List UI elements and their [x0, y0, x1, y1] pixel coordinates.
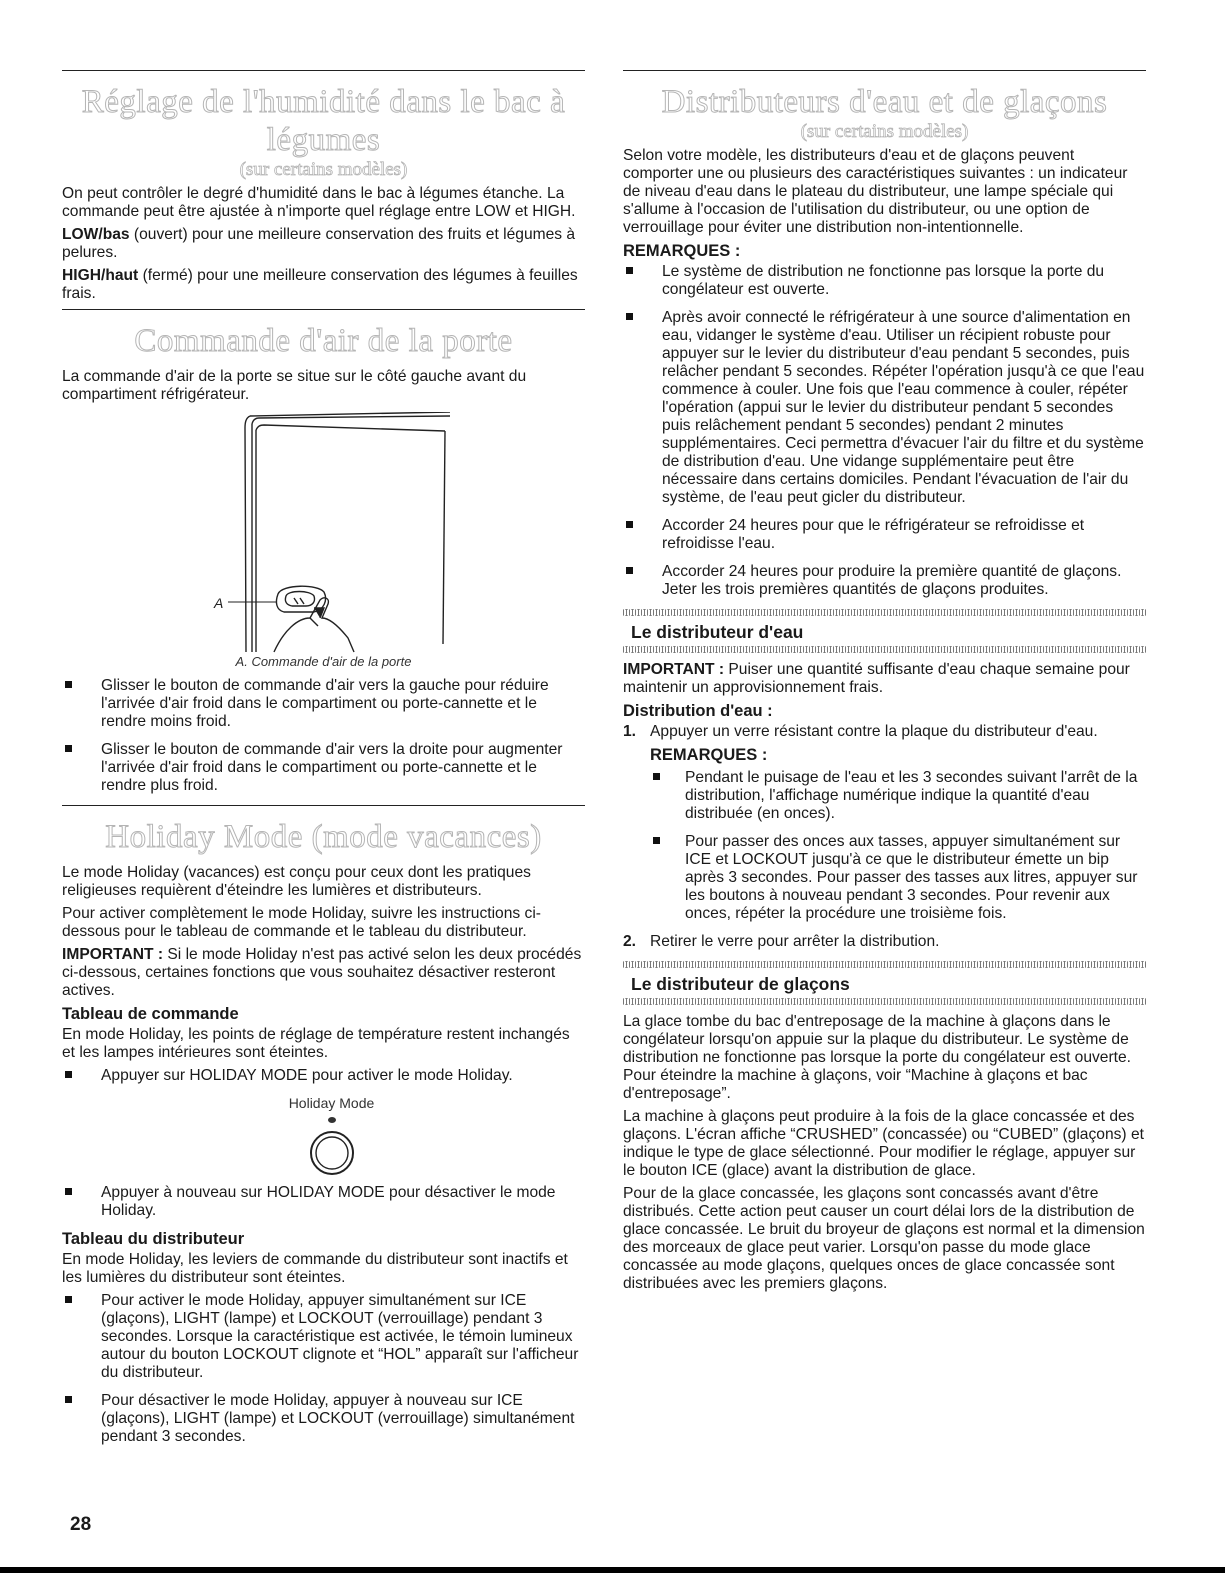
section-subheading: (sur certains modèles): [239, 159, 408, 180]
box-top-border: [623, 961, 1146, 968]
paragraph: Le mode Holiday (vacances) est conçu pour ceux dont les pratiques religieuses requièrent d'éteindre les lumières et distributeurs.: [62, 864, 531, 899]
list-item: Glisser le bouton de commande d'air vers la gauche pour réduire l'arrivée d'air froid dans le compartiment ou porte-cannette et le rendre moins froid.: [62, 677, 585, 731]
section-rule: [62, 70, 585, 71]
section-heading-dispensers: Distributeurs d'eau et de glaçons: [661, 84, 1108, 120]
paragraph: Pour de la glace concassée, les glaçons sont concassés avant d'être distribués. Cette action peut causer un court délai lors de la distribution de glace concassée. Le bruit du broyeur de glaçons est normal et la dimension des morceaux de glace peut varier. Lorsqu'on passe du mode glace concassée au mode glaçons, quelques onces de glace concassée sont distribuées avec les premiers glaçons.: [623, 1185, 1145, 1292]
water-dispenser-title: Le distributeur d'eau: [631, 622, 804, 642]
important-label: IMPORTANT :: [62, 946, 164, 963]
list-item: Pendant le puisage de l'eau et les 3 secondes suivant l'arrêt de la distribution, l'affichage numérique indique la quantité d'eau distribuée (en onces).: [650, 769, 1146, 823]
page-bottom-rule: [0, 1567, 1225, 1573]
box-bottom-border: [623, 646, 1146, 653]
holiday-mode-button-figure: [78, 1095, 585, 1184]
section-rule: [62, 309, 585, 310]
list-item: Après avoir connecté le réfrigérateur à une source d'alimentation en eau, vidanger le système d'eau. Utiliser un récipient robuste pour appuyer sur le levier du distributeur d'eau pendant 5 secondes, puis relâcher pendant 5 secondes. Répéter l'opération jusqu'à ce que l'eau commence à couler. Une fois que l'eau commence à couler, répéter l'opération (appui sur le levier du distributeur pendant 5 secondes puis relâchement pendant 5 secondes) pendant 2 minutes supplémentaires. Ceci permettra d'évacuer l'air du filtre et du système de distribution d'eau. Une vidange supplémentaire peut être nécessaire dans certains domiciles. Pendant l'évacuation de l'air du système, de l'eau peut gicler du distributeur.: [623, 309, 1146, 507]
bullet-list: [623, 263, 1146, 599]
term: HIGH/haut: [62, 267, 139, 284]
numbered-list: [623, 723, 1146, 951]
list-item: Glisser le bouton de commande d'air vers la droite pour augmenter l'arrivée d'air froid dans le compartiment ou porte-cannette et le rendre plus froid.: [62, 741, 585, 795]
bullet-list: [62, 1292, 585, 1446]
list-item: Pour désactiver le mode Holiday, appuyer à nouveau sur ICE (glaçons), LIGHT (lampe) et LOCKOUT (verrouillage) simultanément pendant 3 secondes.: [62, 1392, 585, 1446]
subsection-title: Tableau du distributeur: [62, 1230, 245, 1248]
paragraph: [62, 267, 585, 303]
figure-caption: A. Commande d'air de la porte: [235, 654, 412, 669]
figure-callout-label: A: [214, 595, 224, 611]
bullet-list: [62, 677, 585, 795]
subsection-title: Distribution d'eau :: [623, 702, 773, 720]
bullet-list: [62, 1184, 585, 1220]
term-description: (fermé) pour une meilleure conservation des légumes à feuilles frais.: [62, 267, 578, 302]
numbered-step: [623, 723, 1146, 923]
paragraph: En mode Holiday, les leviers de commande du distributeur sont inactifs et les lumières du distributeur sont éteintes.: [62, 1251, 568, 1286]
step-text: Retirer le verre pour arrêter la distribution.: [650, 933, 940, 950]
paragraph: Selon votre modèle, les distributeurs d'eau et de glaçons peuvent comporter une ou plusieurs des caractéristiques suivantes : un indicateur de niveau d'eau dans le plateau du distributeur, une lampe spéciale qui s'allume à l'occasion de l'utilisation du distributeur, ou une option de verrouillage pour éviter une distribution non-intentionnelle.: [623, 147, 1128, 236]
door-air-control-illustration: [62, 412, 585, 657]
notes-title: REMARQUES :: [623, 242, 741, 260]
list-item: Accorder 24 heures pour que le réfrigérateur se refroidisse et refroidisse l'eau.: [623, 517, 1146, 553]
left-column: [62, 70, 585, 1456]
page-number: 28: [70, 1514, 92, 1535]
section-rule: [62, 805, 585, 806]
list-item: Appuyer sur HOLIDAY MODE pour activer le mode Holiday.: [62, 1067, 585, 1085]
numbered-step: [623, 933, 1146, 951]
step-number: 2.: [623, 933, 637, 950]
section-heading-holiday-mode: Holiday Mode (mode vacances): [105, 819, 542, 855]
door-air-control-figure: [62, 412, 585, 677]
important-text: Si le mode Holiday n'est pas activé selon les deux procédés ci-dessous, certaines fonctions que vous souhaitez désactiver resteront actives.: [62, 946, 582, 999]
paragraph: La commande d'air de la porte se situe sur le côté gauche avant du compartiment réfrigérateur.: [62, 368, 527, 403]
holiday-mode-button-icon: [302, 1111, 362, 1179]
bullet-list: [650, 769, 1146, 923]
paragraph: On peut contrôler le degré d'humidité dans le bac à légumes étanche. La commande peut être ajustée à n'importe quel réglage entre LOW et HIGH.: [62, 185, 576, 220]
term: LOW/bas: [62, 226, 130, 243]
list-item: Accorder 24 heures pour produire la première quantité de glaçons. Jeter les trois premières quantités de glaçons produites.: [623, 563, 1146, 599]
notes-title: REMARQUES :: [650, 746, 768, 764]
step-text: Appuyer un verre résistant contre la plaque du distributeur d'eau.: [650, 723, 1098, 740]
box-top-border: [623, 609, 1146, 616]
term-description: (ouvert) pour une meilleure conservation des fruits et légumes à pelures.: [62, 226, 576, 261]
paragraph: [62, 946, 585, 1000]
section-heading-door-air: Commande d'air de la porte: [134, 323, 513, 359]
paragraph: [623, 661, 1146, 697]
bullet-list: [62, 1067, 585, 1085]
paragraph: En mode Holiday, les points de réglage de température restent inchangés et les lampes intérieures sont éteintes.: [62, 1026, 570, 1061]
paragraph: [62, 226, 585, 262]
list-item: Pour activer le mode Holiday, appuyer simultanément sur ICE (glaçons), LIGHT (lampe) et LOCKOUT (verrouillage) pendant 3 secondes. Lorsque la caractéristique est activée, le témoin lumineux autour du bouton LOCKOUT clignote et “HOL” apparaît sur l'afficheur du distributeur.: [62, 1292, 585, 1382]
important-text: Puiser une quantité suffisante d'eau chaque semaine pour maintenir un approvisionnement frais.: [623, 661, 1130, 696]
paragraph: La glace tombe du bac d'entreposage de la machine à glaçons dans le congélateur lorsqu'on appuie sur la plaque du distributeur. Le système de distribution ne fonctionne pas lorsque la porte du congélateur est ouverte. Pour éteindre la machine à glaçons, voir “Machine à glaçons et bac d'entreposage”.: [623, 1013, 1131, 1102]
ice-dispenser-title: Le distributeur de glaçons: [631, 974, 850, 994]
paragraph: La machine à glaçons peut produire à la fois de la glace concassée et des glaçons. L'écran affiche “CRUSHED” (concassée) ou “CUBED” (glaçons) et indique le type de glace sélectionné. Pour modifier le réglage, appuyer sur le bouton ICE (glace) avant la distribution de glace.: [623, 1108, 1144, 1179]
step-number: 1.: [623, 723, 637, 740]
section-heading-humidity: Réglage de l'humidité dans le bac à légumes: [81, 84, 566, 158]
subsection-title: Tableau de commande: [62, 1005, 239, 1023]
list-item: Le système de distribution ne fonctionne pas lorsque la porte du congélateur est ouverte.: [623, 263, 1146, 299]
section-rule: [623, 70, 1146, 71]
list-item: Appuyer à nouveau sur HOLIDAY MODE pour désactiver le mode Holiday.: [62, 1184, 585, 1220]
paragraph: Pour activer complètement le mode Holiday, suivre les instructions ci-dessous pour le tableau de commande et le tableau du distributeur.: [62, 905, 541, 940]
right-column: [623, 70, 1146, 1298]
section-subheading: (sur certains modèles): [800, 121, 969, 142]
list-item: Pour passer des onces aux tasses, appuyer simultanément sur ICE et LOCKOUT jusqu'à ce que le distributeur émette un bip après 3 secondes. Pour passer des tasses aux litres, appuyer sur les boutons à nouveau pendant 3 secondes. Pour revenir aux onces, répéter la procédure une troisième fois.: [650, 833, 1146, 923]
holiday-mode-label: Holiday Mode: [288, 1095, 375, 1111]
box-bottom-border: [623, 998, 1146, 1005]
important-label: IMPORTANT :: [623, 661, 725, 678]
